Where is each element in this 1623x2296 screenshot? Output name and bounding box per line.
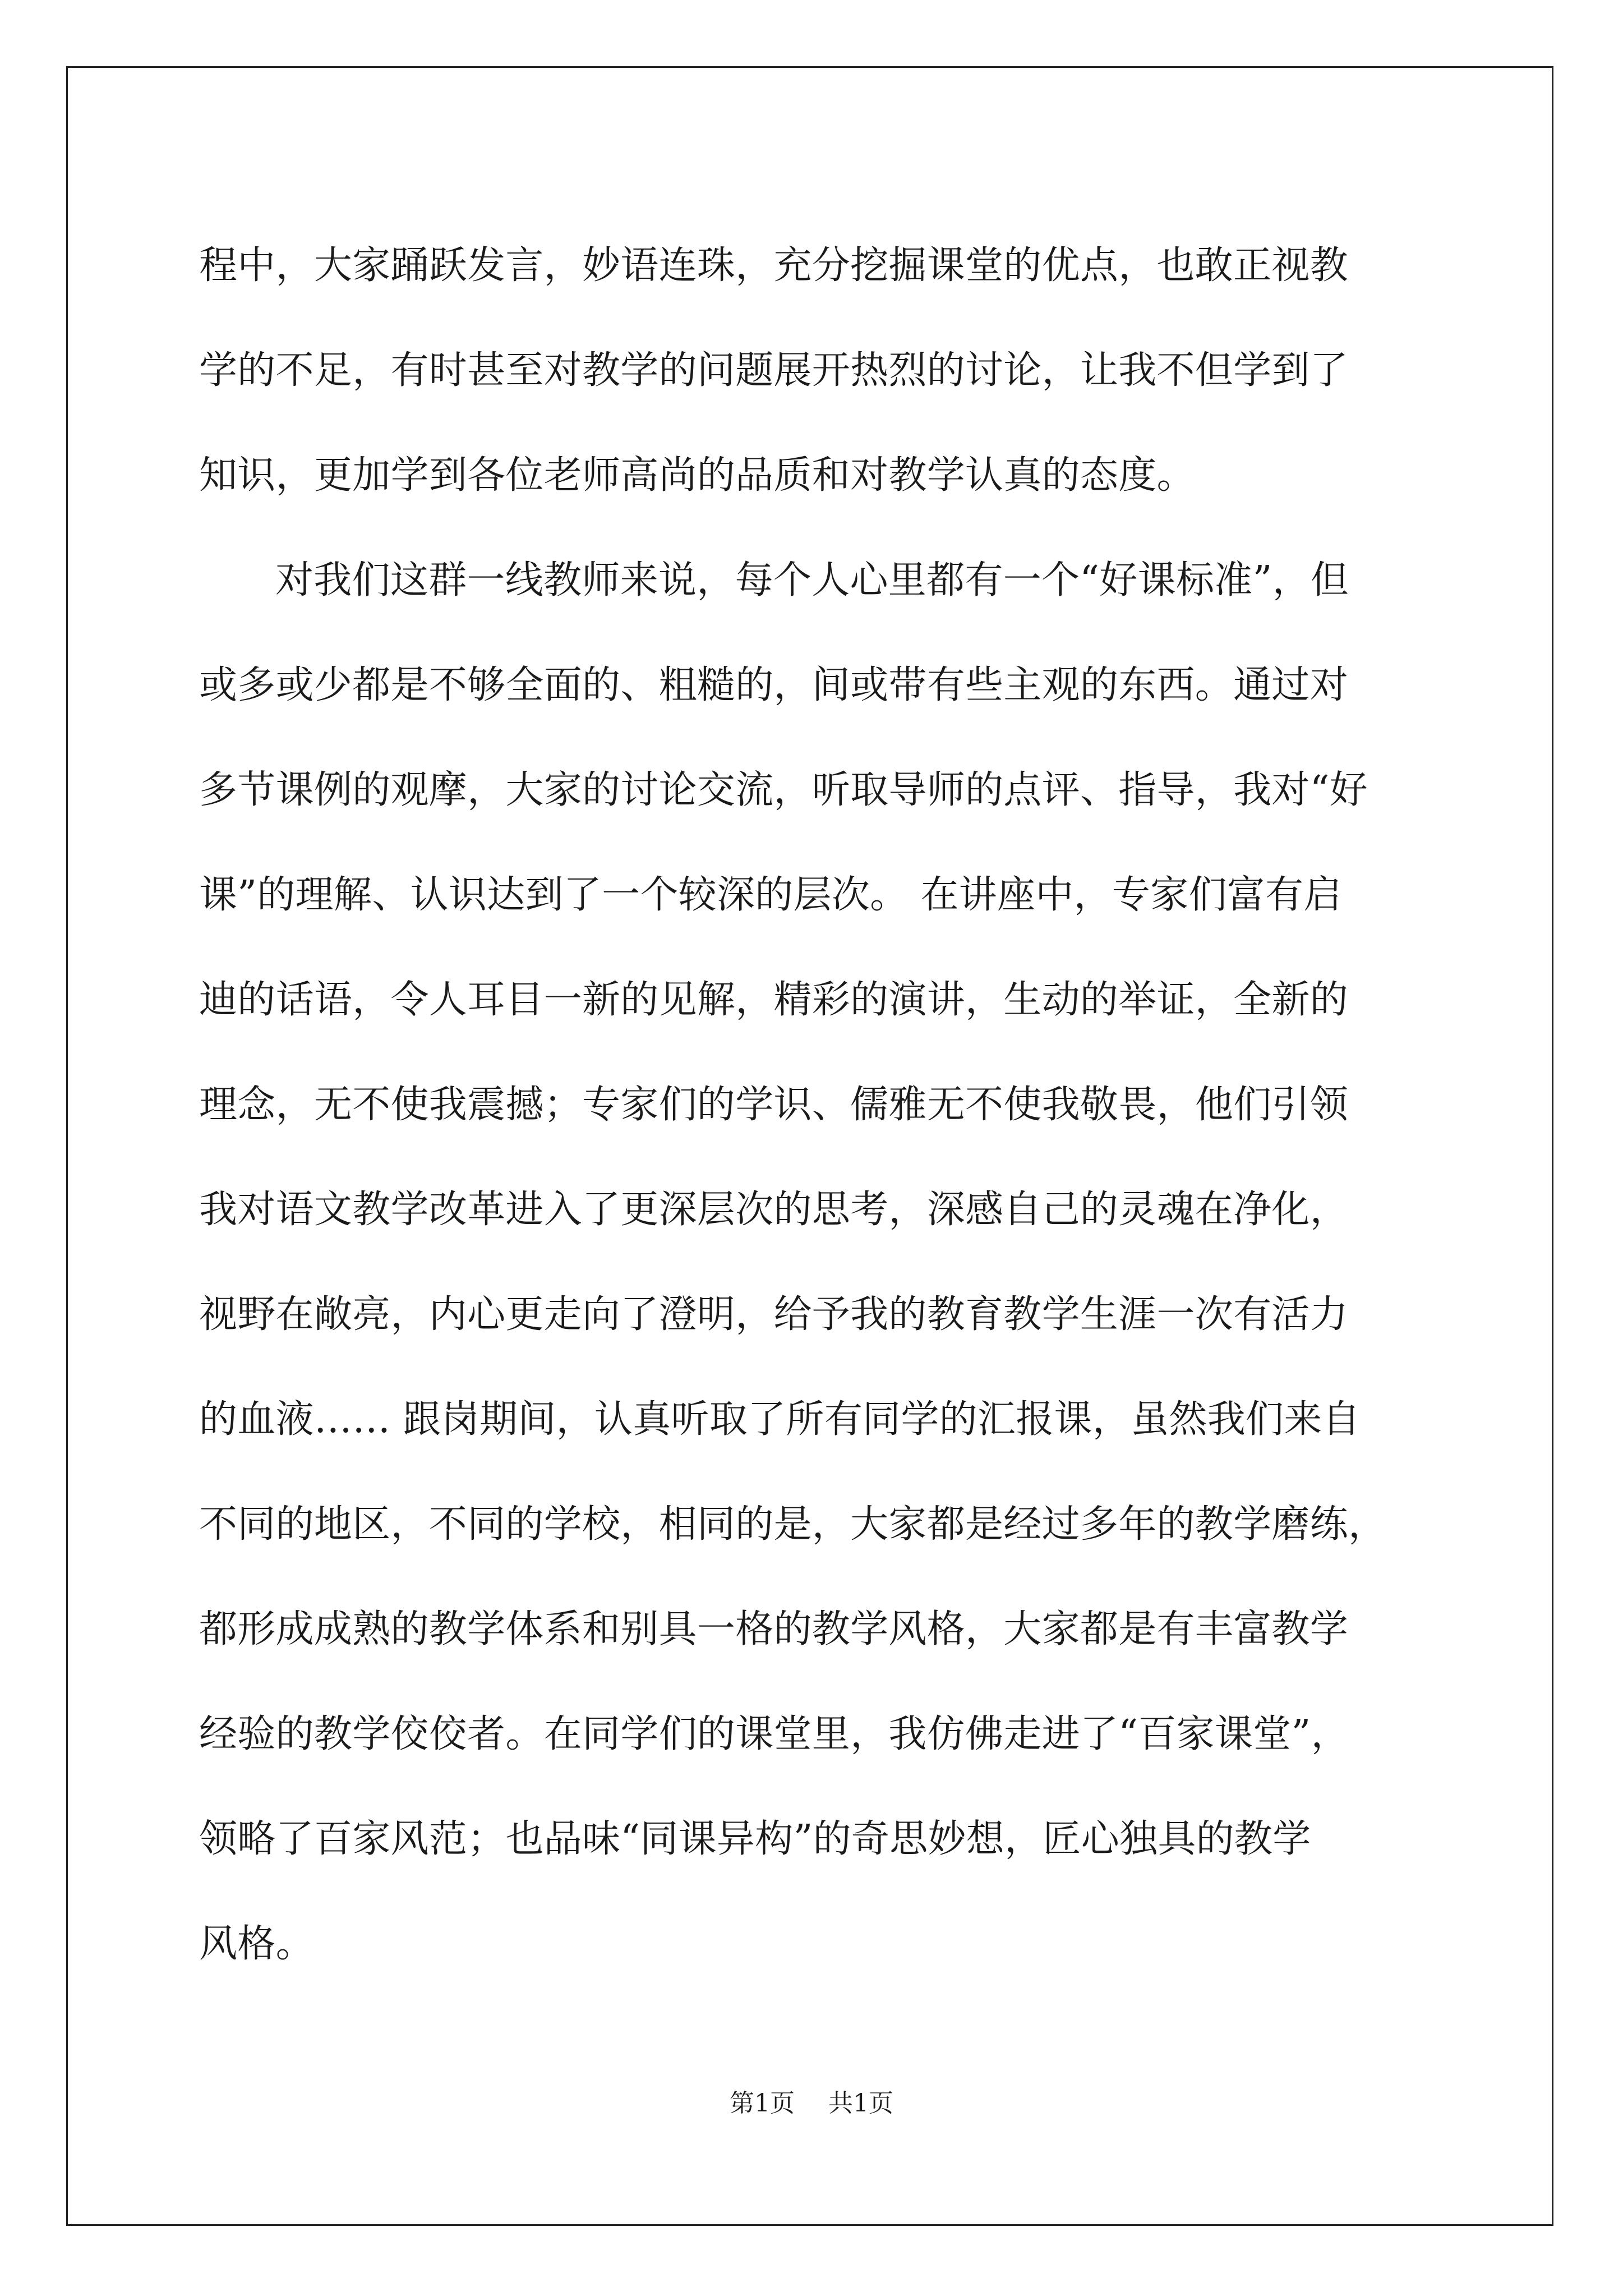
page-footer xyxy=(0,2087,1623,2120)
text-line: 或多或少都是不够全面的、粗糙的，间或带有些主观的东西。通过对 xyxy=(199,663,1349,707)
text-line: 学的不足，有时甚至对教学的问题展开热烈的讨论，让我不但学到了 xyxy=(199,348,1349,393)
text-line: 的血液…… 跟岗期间，认真听取了所有同学的汇报课，虽然我们来自 xyxy=(199,1397,1361,1442)
text-line: 风格。 xyxy=(199,1922,314,1966)
total-pages: 共1页 xyxy=(828,2089,893,2118)
text-line: 视野在敞亮，内心更走向了澄明，给予我的教育教学生涯一次有活力 xyxy=(199,1292,1349,1337)
text-line: 课”的理解、认识达到了一个较深的层次。 在讲座中，专家们富有启 xyxy=(199,873,1342,917)
text-line: 经验的教学佼佼者。在同学们的课堂里，我仿佛走进了“百家课堂”， xyxy=(199,1712,1349,1756)
page-number: 第1页 xyxy=(730,2089,795,2118)
text-line-paragraph-start: 对我们这群一线教师来说，每个人心里都有一个“好课标准”，但 xyxy=(275,558,1349,602)
text-line: 我对语文教学改革进入了更深层次的思考，深感自己的灵魂在净化， xyxy=(199,1188,1349,1232)
text-line: 领略了百家风范；也品味“同课异构”的奇思妙想，匠心独具的教学 xyxy=(199,1817,1311,1861)
text-line: 理念，无不使我震撼；专家们的学识、儒雅无不使我敬畏，他们引领 xyxy=(199,1083,1349,1127)
text-line: 迪的话语，令人耳目一新的见解，精彩的演讲，生动的举证，全新的 xyxy=(199,978,1349,1022)
document-body xyxy=(199,213,1427,1996)
text-line: 都形成成熟的教学体系和别具一格的教学风格，大家都是有丰富教学 xyxy=(199,1607,1349,1651)
text-line: 程中，大家踊跃发言，妙语连珠，充分挖掘课堂的优点，也敢正视教 xyxy=(199,243,1349,288)
text-line: 不同的地区，不同的学校，相同的是，大家都是经过多年的教学磨练， xyxy=(199,1502,1387,1547)
text-line: 多节课例的观摩，大家的讨论交流，听取导师的点评、指导，我对“好 xyxy=(199,768,1368,812)
text-line: 知识，更加学到各位老师高尚的品质和对教学认真的态度。 xyxy=(199,453,1195,498)
